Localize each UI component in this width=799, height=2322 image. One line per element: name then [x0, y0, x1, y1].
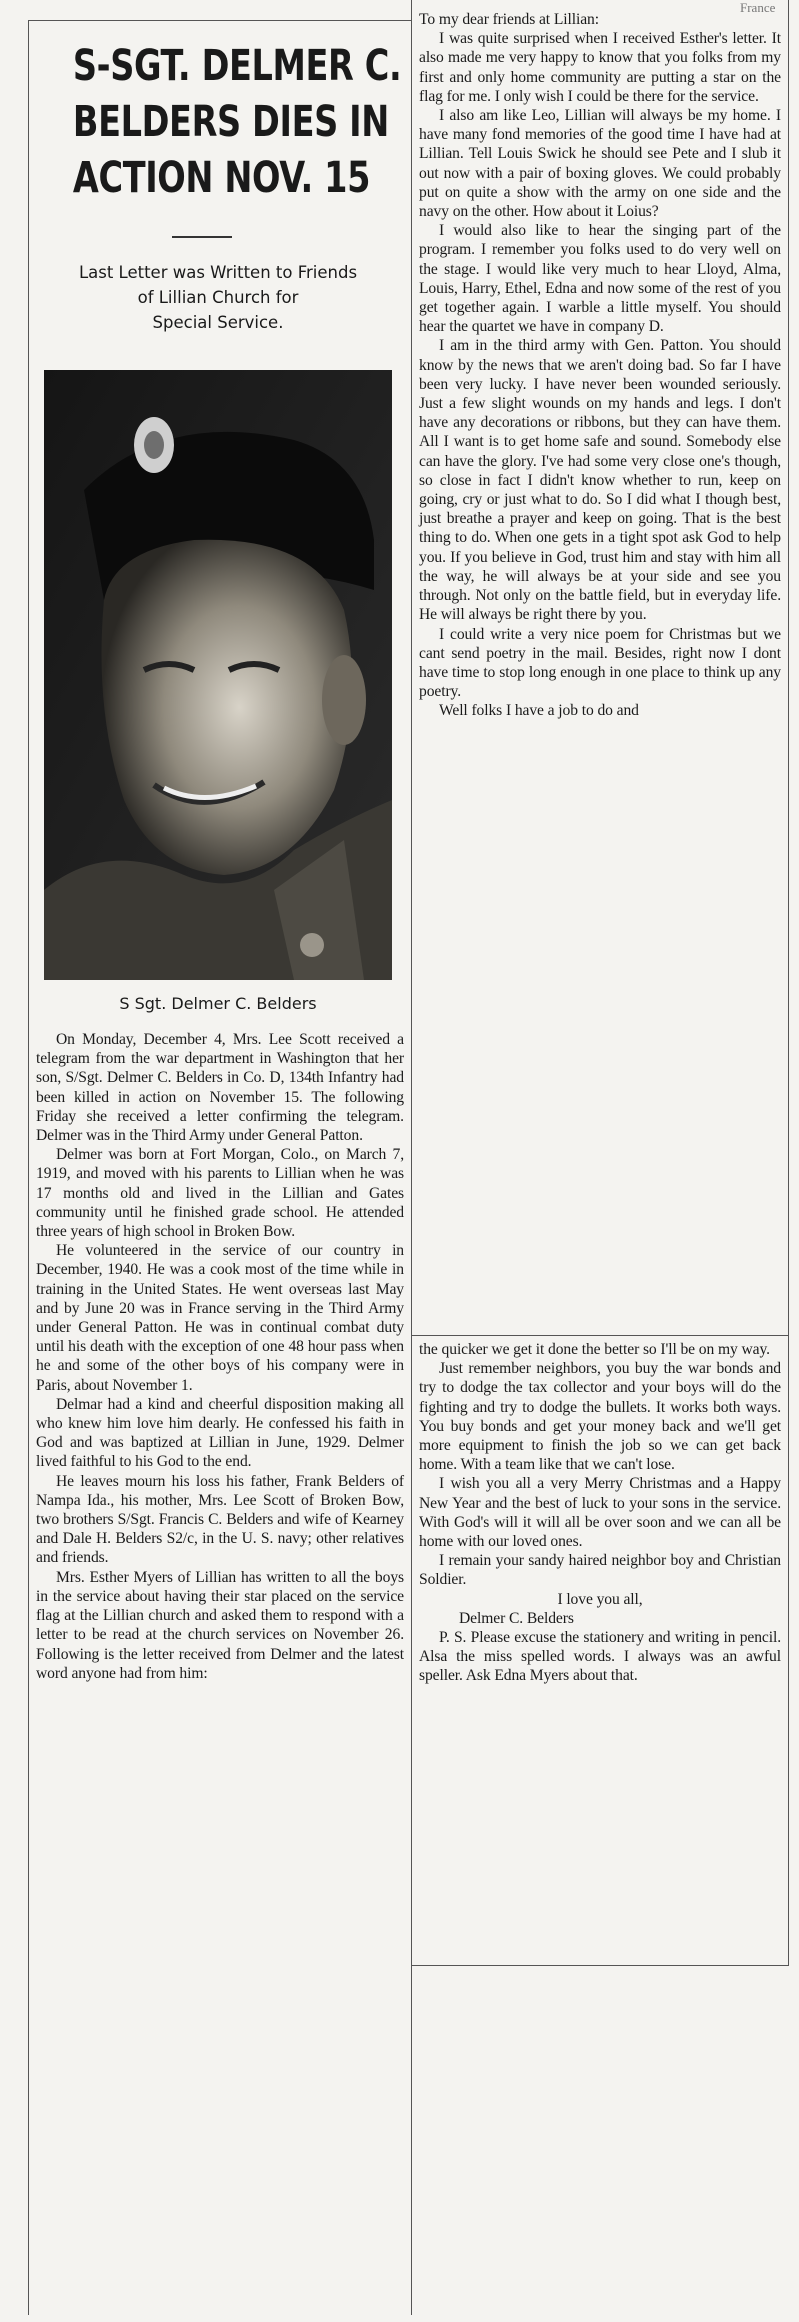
headline-line-2: BELDERS DIES IN	[72, 97, 389, 147]
subhead-line-2: of Lillian Church for	[137, 288, 299, 307]
letter-paragraph-7: Just remember neighbors, you buy the war bonds and try to dodge the tax collector and your boys will do the fighting and try to dodge the bullets. It works both ways. You buy bonds and get your money back and we'll get more equipment to finish the job so we can get back home. With a team like that we can't lose.	[419, 1360, 781, 1474]
right-column-bottom-rule	[411, 1965, 789, 1966]
letter-signature: Delmer C. Belders	[459, 1609, 574, 1627]
headline-line-3: ACTION NOV. 15	[72, 153, 371, 203]
article-body	[36, 1030, 404, 1683]
article-subhead	[32, 260, 404, 335]
article-paragraph-4: Delmar had a kind and cheerful disposition making all who knew him love him dearly. He confessed his faith in God and was baptized at Lillian in June, 1929. Delmer lived faithful to his God to the end.	[36, 1395, 404, 1471]
letter-location-fragment: France	[740, 0, 776, 15]
column-divider	[411, 0, 412, 2315]
letter-paragraph-1: I was quite surprised when I received Esther's letter. It also made me very happy to know that you folks from my first and only home community are putting a star on the flag for me. I only wish I could be there for the service.	[419, 30, 781, 105]
subhead-line-1: Last Letter was Written to Friends	[78, 263, 358, 282]
letter-paragraph-6: Well folks I have a job to do and	[439, 702, 639, 720]
letter-postscript: P. S. Please excuse the stationery and writing in pencil. Alsa the miss spelled words. I always was an awful speller. Ask Edna Myers about that.	[419, 1629, 781, 1685]
letter-continuation: the quicker we get it done the better so I'll be on my way.	[419, 1341, 770, 1358]
article-paragraph-2: Delmer was born at Fort Morgan, Colo., on March 7, 1919, and moved with his parents to Lillian when he was 17 months old and lived in the Lillian and Gates community until he finished grade school. He attended three years of high school in Broken Bow.	[36, 1146, 404, 1241]
letter-lower-section	[419, 1340, 781, 1686]
letter-upper-section	[419, 10, 781, 721]
headline-divider	[172, 236, 232, 238]
letter-closing: I love you all,	[557, 1590, 643, 1608]
article-paragraph-1: On Monday, December 4, Mrs. Lee Scott received a telegram from the war department in Washington that her son, S/Sgt. Delmer C. Belders in Co. D, 134th Infantry had been killed in action on November 15. The following Friday she received a letter confirming the telegram. Delmer was in the Third Army under General Patton.	[36, 1031, 404, 1145]
article-paragraph-6: Mrs. Esther Myers of Lillian has written to all the boys in the service about having their star placed on the service flag at the Lillian church and asked them to respond with a letter to be read at the church services on November 26. Following is the letter received from Delmer and the latest word anyone had from him:	[36, 1568, 404, 1682]
letter-paragraph-3: I would also like to hear the singing part of the program. I remember you folks used to do very well on the stage. I would like very much to hear Lloyd, Alma, Louis, Harry, Ethel, Edna and now some of the rest of you get together again. I warble a little myself. You should hear the quartet we have in company D.	[419, 222, 781, 336]
letter-paragraph-2: I also am like Leo, Lillian will always be my home. I have many fond memories of the good time I have had at Lillian. Tell Louis Swick he should see Pete and I slub it out now with a pair of boxing gloves. We could probably put on quite a show with the army on one side and the navy on the other. How about it Loius?	[419, 107, 781, 221]
left-column-top-rule	[28, 20, 411, 21]
letter-paragraph-4: I am in the third army with Gen. Patton. You should know by the news that we aren't doing bad. So far I have been very lucky. I have never been wounded seriously. Just a few slight wounds on my hands and legs. I don't have any decorations or ribbons, but they can have them. All I want is to get home safe and sound. Somebody else can have the glory. I've had some very close one's though, so close in fact I didn't know whether to run, keep on going, cry or just what to do. So I did what I though best, just breathe a prayer and keep on going. That is the best thing to do. When one gets in a tight spot ask God to help you. If you believe in God, trust him and stay with him all the way, he will always be at your side and see you through. Not only on the battle field, but in everyday life. He will always be right there by you.	[419, 337, 781, 624]
article-headline	[72, 38, 402, 206]
soldier-portrait-photo	[44, 370, 392, 980]
left-column-left-border	[28, 20, 29, 2315]
right-column-right-border	[788, 0, 789, 1965]
right-column-section-break	[411, 1335, 789, 1336]
letter-paragraph-9: I remain your sandy haired neighbor boy and Christian Soldier.	[419, 1552, 781, 1589]
portrait-illustration	[44, 370, 392, 980]
letter-paragraph-8: I wish you all a very Merry Christmas and a Happy New Year and the best of luck to your sons in the service. With God's will it will all be over soon and we can all be home with our loved ones.	[419, 1475, 781, 1551]
subhead-line-3: Special Service.	[152, 313, 284, 332]
article-paragraph-3: He volunteered in the service of our country in December, 1940. He was a cook most of the time while in training in the United States. He went overseas last May and by June 20 was in France serving in the Third Army under General Patton. He was in continual combat duty until his death with the exception of one 48 hour pass when he and some of the other boys of his company were in Paris, about November 1.	[36, 1242, 404, 1394]
photo-caption: S Sgt. Delmer C. Belders	[119, 994, 317, 1013]
letter-paragraph-5: I could write a very nice poem for Christmas but we cant send poetry in the mail. Besides, right now I dont have time to stop long enough in one place to think up any poetry.	[419, 625, 781, 701]
article-paragraph-5: He leaves mourn his loss his father, Frank Belders of Nampa Ida., his mother, Mrs. Lee Scott of Broken Bow, two brothers S/Sgt. Francis C. Belders and wife of Kearney and Dale H. Belders S2/c, in the U. S. navy; other relatives and friends.	[36, 1472, 404, 1567]
letter-salutation: To my dear friends at Lillian:	[419, 11, 599, 28]
headline-line-1: S-SGT. DELMER C.	[72, 41, 402, 91]
